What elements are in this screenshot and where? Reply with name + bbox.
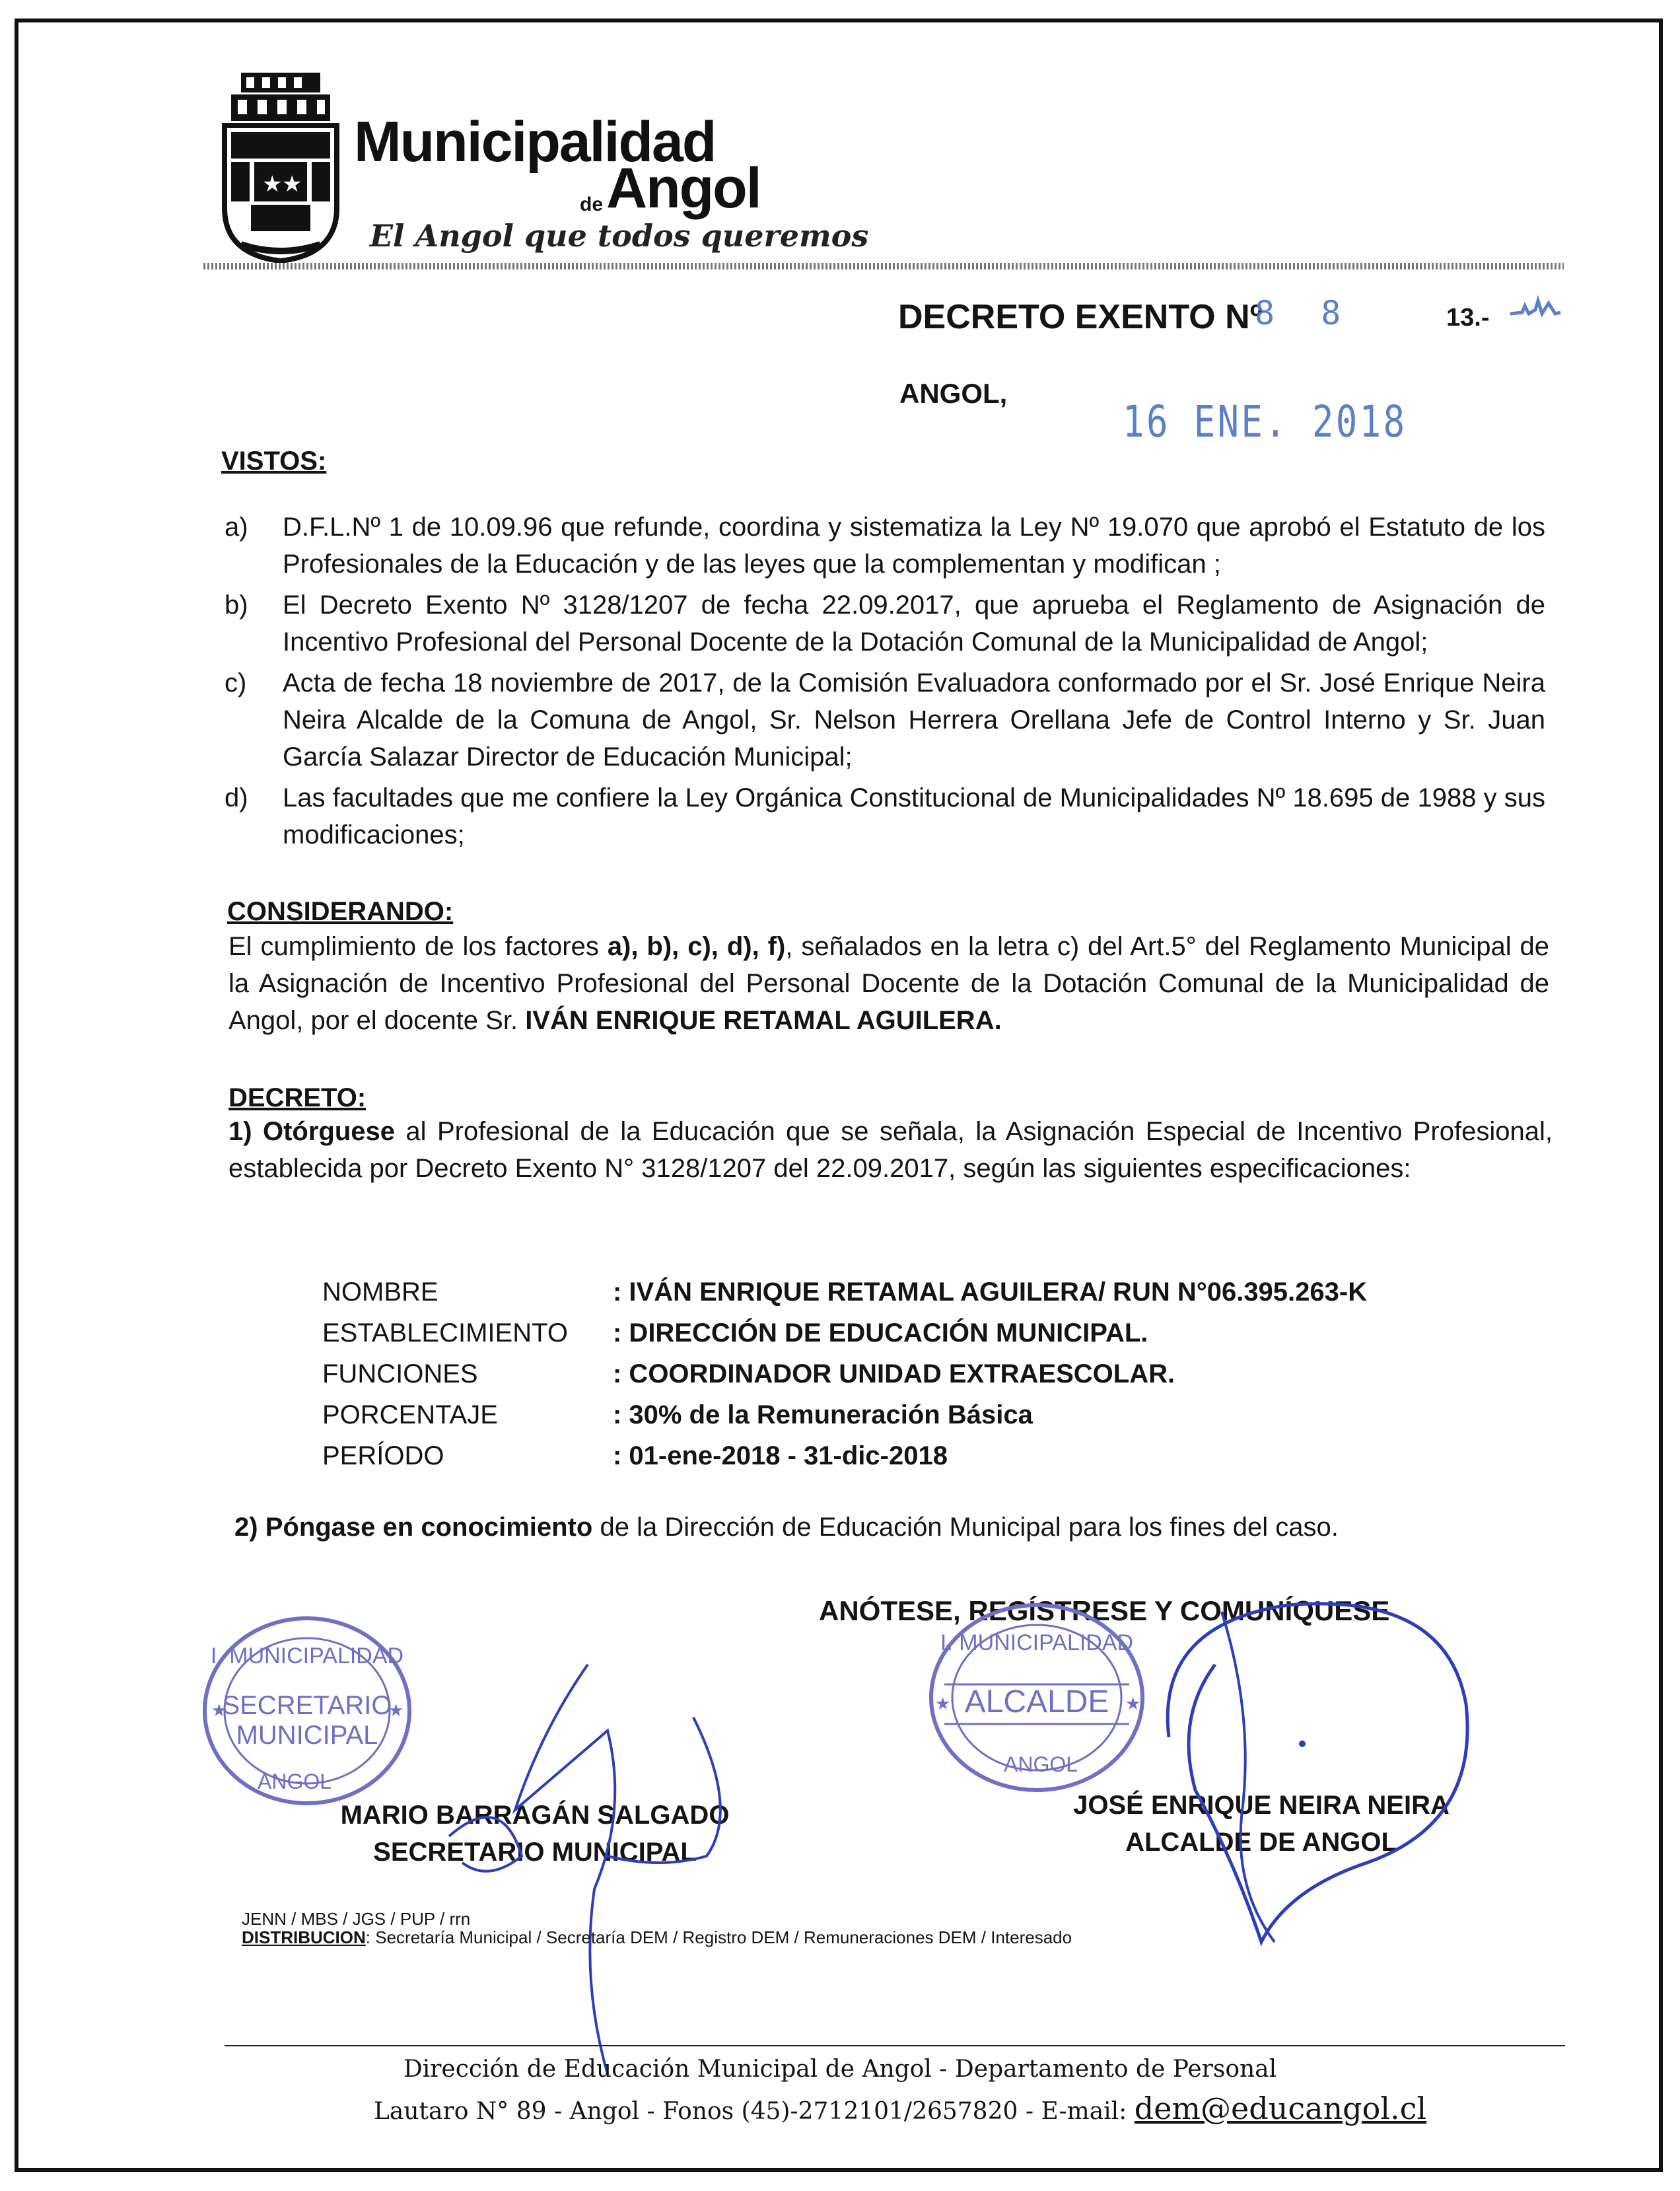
decreto-item-1-verb: Otórguese xyxy=(262,1117,396,1146)
secretario-stamp-top: I. MUNICIPALIDAD xyxy=(210,1643,404,1669)
vistos-heading: VISTOS: xyxy=(221,447,327,476)
spec-label: FUNCIONES xyxy=(322,1359,478,1388)
signer-secretario xyxy=(324,1797,746,1871)
table-row xyxy=(322,1312,1367,1353)
decreto-item-2-number: 2) xyxy=(234,1513,258,1542)
decree-reference: 13.- xyxy=(1446,304,1490,332)
alcalde-stamp-line1: ALCALDE xyxy=(964,1684,1109,1719)
signer-alcalde xyxy=(1057,1787,1466,1861)
spec-value: : 30% de la Remuneración Básica xyxy=(613,1400,1033,1429)
signer-alcalde-name: JOSÉ ENRIQUE NEIRA NEIRA xyxy=(1073,1791,1450,1820)
footer-department: Dirección de Educación Municipal de Angol - Departamento de Personal xyxy=(403,2056,1277,2083)
vistos-item-label: c) xyxy=(225,668,247,698)
table-row xyxy=(322,1353,1367,1394)
vistos-item-label: a) xyxy=(225,513,248,542)
vistos-item xyxy=(225,509,1545,583)
star-icon: ★ xyxy=(211,1700,227,1720)
secretario-stamp-line2: MUNICIPAL xyxy=(236,1721,378,1750)
vistos-item xyxy=(225,779,1545,853)
decreto-item-1 xyxy=(228,1113,1553,1187)
spec-value: : 01-ene-2018 - 31-dic-2018 xyxy=(613,1441,948,1470)
vistos-item-label: b) xyxy=(225,591,248,620)
table-row xyxy=(322,1272,1367,1312)
footer-divider xyxy=(225,2045,1565,2046)
secretario-stamp-line1: SECRETARIO xyxy=(222,1691,392,1720)
vistos-item xyxy=(225,664,1545,775)
considerando-text-2: , señalados en la letra c) del Art.5° del Reglamento Municipal de la Asignación de Incentivo Profesional del Personal Docente de la Dotación Comunal de la Municipalidad de Angol, por el docente Sr. xyxy=(228,932,1550,1035)
decreto-item-2-text: de la Dirección de Educación Municipal para los fines del caso. xyxy=(592,1513,1339,1542)
decreto-heading: DECRETO: xyxy=(228,1083,367,1112)
decreto-item-2-verb: Póngase en conocimiento xyxy=(265,1513,593,1542)
vistos-item-text: Acta de fecha 18 noviembre de 2017, de la Comisión Evaluadora conformado por el Sr. José Enrique Neira Neira Alcalde de la Comuna de Angol, Sr. Nelson Herrera Orellana Jefe de Control Interno y Sr. Juan García Salazar Director de Educación Municipal; xyxy=(283,668,1545,772)
considerando-factors: a), b), c), d), f) xyxy=(607,932,786,961)
vistos-item-label: d) xyxy=(225,783,248,812)
table-row xyxy=(322,1394,1367,1435)
date-stamp: 16 ENE. 2018 xyxy=(1123,396,1407,447)
secretario-stamp xyxy=(198,1612,416,1810)
footer-email-link[interactable]: dem@educangol.cl xyxy=(1134,2091,1427,2126)
spec-label: NOMBRE xyxy=(322,1277,438,1307)
signer-alcalde-role: ALCALDE DE ANGOL xyxy=(1125,1828,1397,1857)
decreto-item-2 xyxy=(234,1513,1339,1542)
signer-secretario-role: SECRETARIO MUNICIPAL xyxy=(373,1838,697,1867)
star-icon: ★ xyxy=(1125,1694,1141,1713)
footer-contact xyxy=(374,2091,1426,2126)
spec-value: : IVÁN ENRIQUE RETAMAL AGUILERA/ RUN N°06.395.263-K xyxy=(613,1277,1368,1307)
spec-value: : DIRECCIÓN DE EDUCACIÓN MUNICIPAL. xyxy=(613,1318,1148,1347)
star-icon: ★ xyxy=(388,1700,404,1720)
vistos-item-text: El Decreto Exento Nº 3128/1207 de fecha 22.09.2017, que aprueba el Reglamento de Asignación de Incentivo Profesional del Personal Docente de la Dotación Comunal de la Municipalidad de Angol; xyxy=(283,591,1545,657)
decreto-item-1-number: 1) xyxy=(228,1117,252,1146)
brand-name-de: de xyxy=(580,194,604,215)
vistos-item-text: Las facultades que me confiere la Ley Orgánica Constitucional de Municipalidades Nº 18.695 de 1988 y sus modificaciones; xyxy=(283,783,1545,849)
specs-table xyxy=(322,1272,1367,1476)
alcalde-stamp-top: I. MUNICIPALIDAD xyxy=(940,1630,1134,1655)
distribution-line xyxy=(242,1927,1072,1948)
spec-label: PORCENTAJE xyxy=(322,1400,498,1429)
brand-name-line2: Angol xyxy=(606,157,761,220)
distribution-text: : Secretaría Municipal / Secretaría DEM / Registro DEM / Remuneraciones DEM / Interesado xyxy=(365,1927,1072,1947)
vistos-item xyxy=(225,587,1545,661)
alcalde-stamp-bottom: ANGOL xyxy=(1004,1752,1078,1776)
spec-value: : COORDINADOR UNIDAD EXTRAESCOLAR. xyxy=(613,1359,1175,1388)
table-row xyxy=(322,1435,1367,1476)
footer-address: Lautaro N° 89 - Angol - Fonos (45)-2712101/2657820 - E-mail: xyxy=(374,2098,1135,2125)
brand-name-line1: Municipalidad xyxy=(354,110,716,174)
signer-secretario-name: MARIO BARRAGÁN SALGADO xyxy=(340,1801,730,1830)
decree-title: DECRETO EXENTO Nº xyxy=(898,298,1263,336)
svg-text:★: ★ xyxy=(282,171,302,198)
svg-text:★: ★ xyxy=(262,171,283,198)
header-divider xyxy=(203,263,1564,269)
brand-slogan: El Angol que todos queremos xyxy=(370,218,869,254)
decree-city: ANGOL, xyxy=(899,378,1008,409)
star-icon: ★ xyxy=(935,1694,951,1713)
considerando-text-1: El cumplimiento de los factores xyxy=(228,932,608,961)
initials-line: JENN / MBS / JGS / PUP / rrn xyxy=(242,1909,471,1929)
considerando-teacher-name: IVÁN ENRIQUE RETAMAL AGUILERA. xyxy=(525,1006,1002,1035)
considerando-heading: CONSIDERANDO: xyxy=(227,897,454,926)
vistos-list xyxy=(225,509,1545,856)
alcalde-stamp xyxy=(925,1598,1149,1797)
decree-number: 8 8 xyxy=(1255,294,1354,332)
reference-stamp-mark xyxy=(1509,294,1562,320)
considerando-paragraph xyxy=(228,928,1549,1039)
closing-formula: ANÓTESE, REGÍSTRESE Y COMUNÍQUESE xyxy=(819,1595,1390,1626)
distribution-label: DISTRIBUCION xyxy=(242,1927,366,1947)
spec-label: ESTABLECIMIENTO xyxy=(322,1318,568,1347)
vistos-item-text: D.F.L.Nº 1 de 10.09.96 que refunde, coordina y sistematiza la Ley Nº 19.070 que aprobó el Estatuto de los Profesionales de la Educación y de las leyes que la complementan y modifican ; xyxy=(283,513,1545,579)
municipal-crest-logo xyxy=(221,69,340,264)
spec-label: PERÍODO xyxy=(322,1441,444,1470)
secretario-stamp-bottom: ANGOL xyxy=(258,1770,332,1793)
decreto-item-1-text: al Profesional de la Educación que se señala, la Asignación Especial de Incentivo Profesional, establecida por Decreto Exento N° 3128/1207 del 22.09.2017, según las siguientes especificaciones: xyxy=(228,1117,1553,1183)
